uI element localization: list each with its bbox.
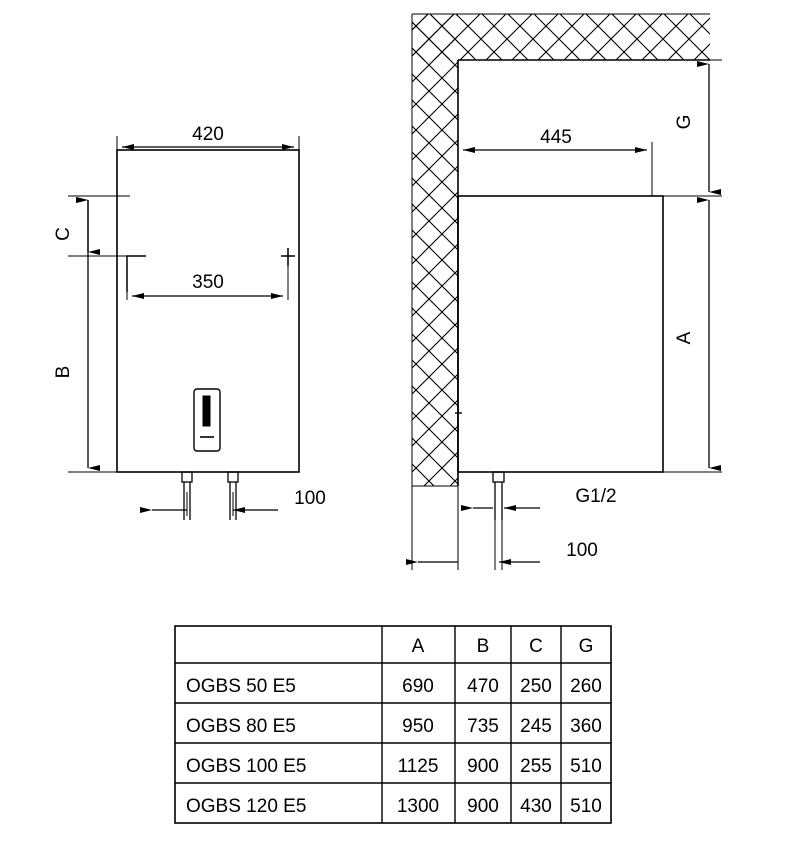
table-cell-a: 950 — [402, 716, 434, 737]
dim-label-100-front: 100 — [294, 488, 326, 509]
table-cell-a: 1300 — [396, 796, 440, 817]
table-row: OGBS 120 E5 — [186, 796, 307, 817]
table-row: OGBS 50 E5 — [186, 676, 296, 697]
table-cell-c: 245 — [520, 716, 552, 737]
table-row: OGBS 100 E5 — [186, 756, 307, 777]
table-header-c: C — [529, 636, 543, 657]
table-cell-c: 250 — [520, 676, 552, 697]
dim-label-g12: G1/2 — [575, 486, 617, 507]
dim-label-c: C — [53, 227, 74, 241]
table-cell-a: 690 — [402, 676, 434, 697]
front-view-pipe-right-fitting — [228, 472, 238, 482]
side-view-pipe-fitting — [493, 472, 504, 482]
dim-label-a: A — [674, 331, 695, 345]
table-cell-g: 510 — [570, 796, 602, 817]
table-cell-c: 430 — [520, 796, 552, 817]
side-view-tank-body — [458, 196, 663, 472]
dim-label-420: 420 — [192, 124, 224, 145]
dim-label-100-side: 100 — [566, 540, 598, 561]
dim-label-g: G — [674, 114, 695, 130]
dim-label-350: 350 — [192, 272, 224, 293]
table-cell-a: 1125 — [397, 756, 439, 777]
table-header-b: B — [476, 636, 490, 657]
table-cell-b: 900 — [467, 796, 499, 817]
table-cell-g: 260 — [570, 676, 602, 697]
wall-hatch-ceiling — [412, 14, 710, 60]
table-header-a: A — [411, 636, 425, 657]
table-cell-b: 735 — [467, 716, 499, 737]
table-cell-c: 255 — [520, 756, 552, 777]
table-row: OGBS 80 E5 — [186, 716, 296, 737]
front-view-group — [53, 124, 326, 520]
table-cell-b: 900 — [467, 756, 499, 777]
dim-label-b: B — [53, 365, 74, 379]
dimension-table — [175, 626, 611, 823]
side-view-group — [412, 14, 722, 570]
wall-hatch-vertical — [412, 14, 458, 486]
table-cell-b: 470 — [467, 676, 499, 697]
dim-label-445: 445 — [540, 127, 572, 148]
table-cell-g: 510 — [570, 756, 602, 777]
front-view-pipe-left-fitting — [182, 472, 192, 482]
table-header-g: G — [578, 636, 594, 657]
table-cell-g: 360 — [570, 716, 602, 737]
front-view-bracket-left — [127, 256, 146, 292]
control-panel-indicator — [203, 396, 210, 426]
